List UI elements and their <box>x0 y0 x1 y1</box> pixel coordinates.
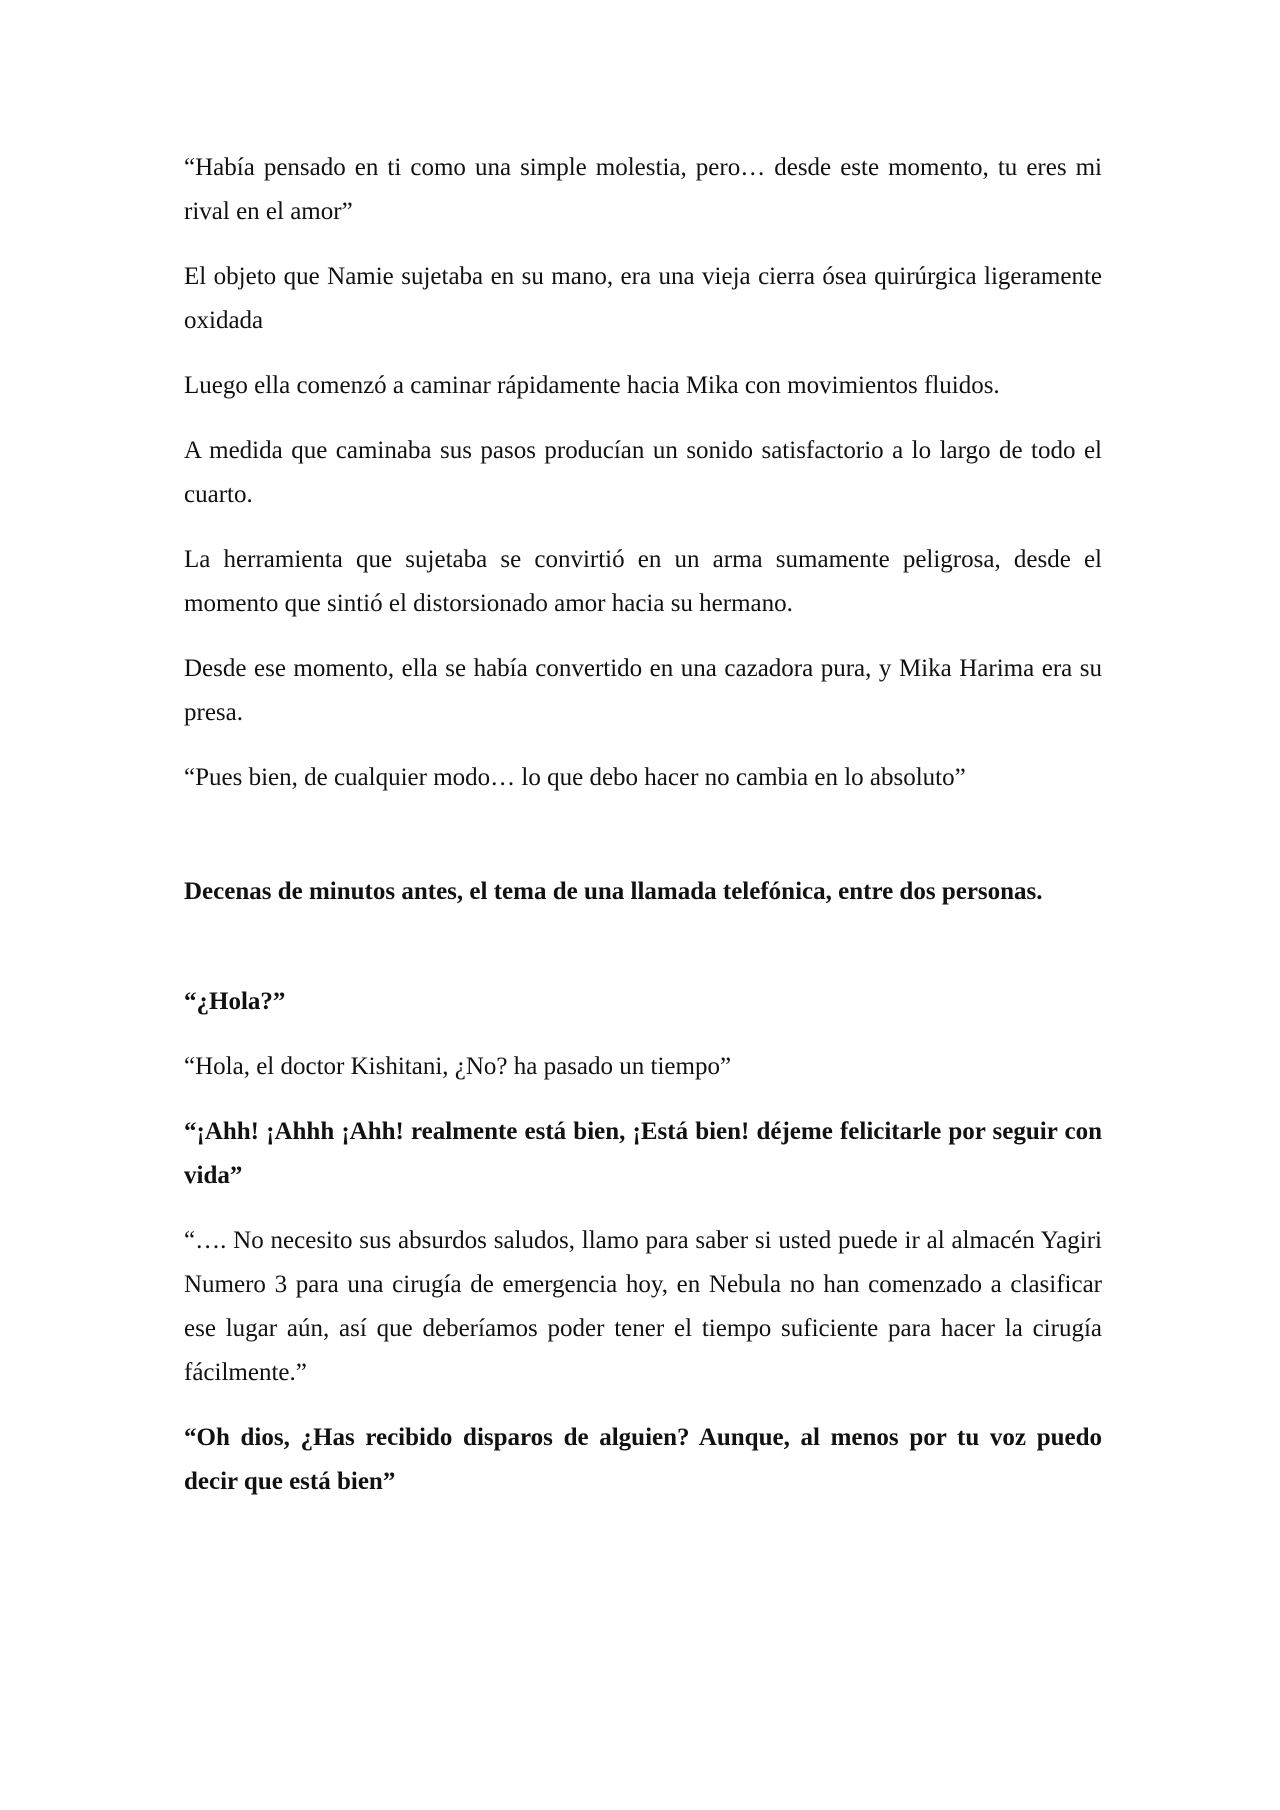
document-body <box>184 146 1102 1525</box>
dialogue-paragraph: “Pues bien, de cualquier modo… lo que debo hacer no cambia en lo absoluto” <box>184 764 966 791</box>
dialogue-paragraph: “Oh dios, ¿Has recibido disparos de alguien? Aunque, al menos por tu voz puedo decir que está bien” <box>184 1424 1102 1495</box>
narration-paragraph: Luego ella comenzó a caminar rápidamente hacia Mika con movimientos fluidos. <box>184 372 1000 399</box>
narration-paragraph: Desde ese momento, ella se había convertido en una cazadora pura, y Mika Harima era su presa. <box>184 655 1102 726</box>
dialogue-paragraph: “¡Ahh! ¡Ahhh ¡Ahh! realmente está bien, ¡Está bien! déjeme felicitarle por seguir con vida” <box>184 1118 1102 1189</box>
dialogue-paragraph: “Hola, el doctor Kishitani, ¿No? ha pasado un tiempo” <box>184 1053 732 1080</box>
dialogue-paragraph: “…. No necesito sus absurdos saludos, llamo para saber si usted puede ir al almacén Yagiri Numero 3 para una cirugía de emergencia hoy, en Nebula no han comenzado a clasificar ese lugar aún, así que deberíamos poder tener el tiempo suficiente para hacer la cirugía fácilmente.” <box>184 1227 1102 1386</box>
narration-paragraph: El objeto que Namie sujetaba en su mano, era una vieja cierra ósea quirúrgica ligeramente oxidada <box>184 263 1102 334</box>
scene-heading: Decenas de minutos antes, el tema de una llamada telefónica, entre dos personas. <box>184 878 1043 905</box>
dialogue-paragraph: “Había pensado en ti como una simple molestia, pero… desde este momento, tu eres mi rival en el amor” <box>184 154 1102 225</box>
narration-paragraph: La herramienta que sujetaba se convirtió en un arma sumamente peligrosa, desde el momento que sintió el distorsionado amor hacia su hermano. <box>184 546 1102 617</box>
dialogue-paragraph: “¿Hola?” <box>184 988 286 1015</box>
narration-paragraph: A medida que caminaba sus pasos producían un sonido satisfactorio a lo largo de todo el cuarto. <box>184 437 1102 508</box>
